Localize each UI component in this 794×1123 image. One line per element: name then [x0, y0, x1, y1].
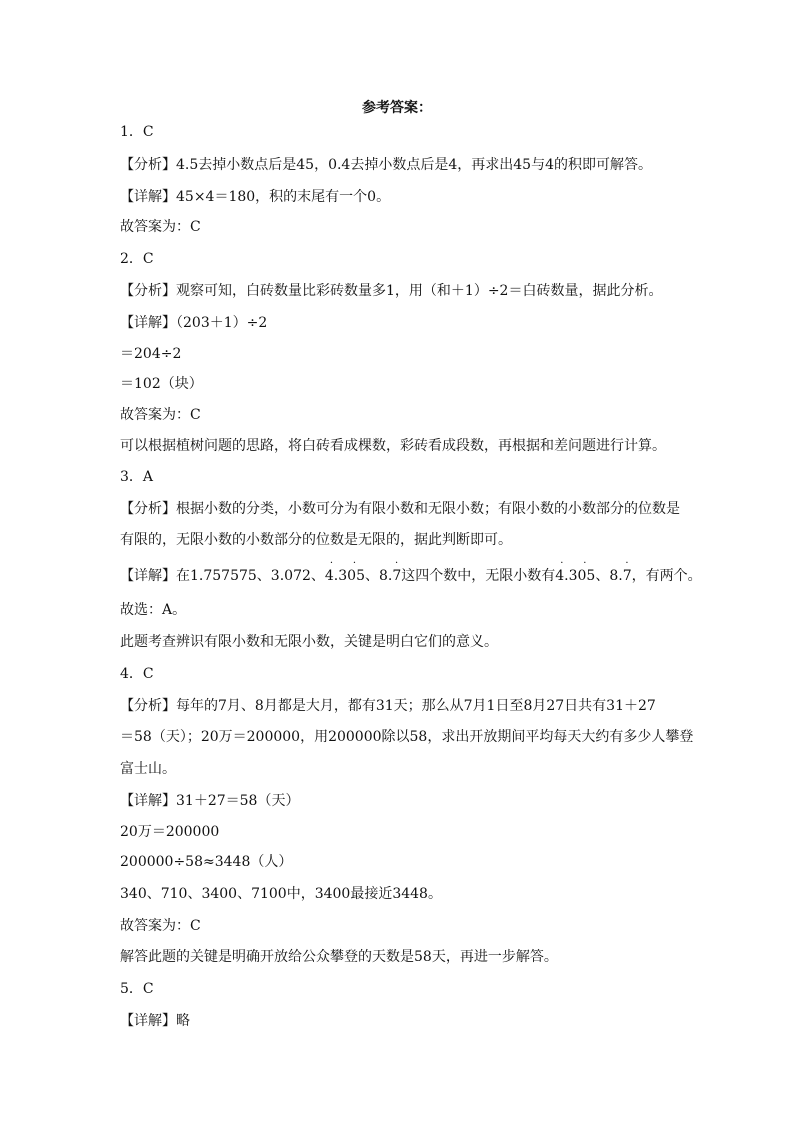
analysis-3: 【分析】根据小数的分类，小数可分为有限小数和无限小数；有限小数的小数部分的位数是 [120, 501, 680, 517]
analysis-1: 【分析】4.5去掉小数点后是45，0.4去掉小数点后是4，再求出45与4的积即可解答。 [120, 157, 652, 173]
answer-4: 故答案为：C [120, 918, 201, 934]
separator: 、 [364, 568, 379, 584]
analysis-4-end: 富士山。 [120, 761, 176, 777]
detail-2: 【详解】（203＋1）÷2 [120, 315, 268, 331]
repeating-decimal-b2: 8.7 · [609, 558, 632, 584]
repeat-dot-icon: · [560, 558, 564, 569]
answer-number-2: 2．C [120, 251, 154, 267]
analysis-4-cont: ＝58（天）；20万＝200000，用200000除以58，求出开放期间平均每天大约有多少人攀登 [120, 729, 694, 745]
note-4: 解答此题的关键是明确开放给公众攀登的天数是58天，再进一步解答。 [120, 949, 558, 965]
repeating-decimal-a: 4.305 · · [324, 558, 365, 584]
answer-number-1: 1．C [120, 124, 154, 140]
detail-2-result: ＝102（块） [120, 376, 203, 392]
repeating-decimal-b: 8.7 · [378, 558, 402, 584]
separator: 、 [595, 568, 610, 584]
answer-1: 故答案为：C [120, 219, 201, 235]
repeat-dot-icon: · [329, 558, 334, 569]
detail-5: 【详解】略 [120, 1013, 190, 1029]
repeat-dot-icon: · [583, 558, 587, 569]
page-title: 参考答案： [362, 100, 432, 116]
analysis-4: 【分析】每年的7月、8月都是大月，都有31天；那么从7月1日至8月27日共有31＋27 [120, 698, 656, 714]
repeating-decimal-a2: 4.305 · · [555, 558, 596, 584]
answer-2: 故答案为：C [120, 407, 201, 423]
answer-3: 故选：A。 [120, 602, 187, 618]
detail-1: 【详解】45×4＝180，积的末尾有一个0。 [120, 189, 391, 205]
repeat-dot-icon: · [352, 558, 357, 569]
note-3: 此题考查辨识有限小数和无限小数，关键是明白它们的意义。 [120, 634, 498, 650]
detail-3-prefix: 【详解】在1.757575、3.072、 [120, 568, 325, 584]
repeat-dot-icon: · [394, 558, 399, 569]
repeat-dot-icon: · [625, 558, 629, 569]
detail-4: 【详解】31＋27＝58（天） [120, 793, 300, 809]
answer-number-3: 3．A [120, 469, 154, 485]
answer-number-5: 5．C [120, 981, 154, 997]
detail-4-step2: 200000÷58≈3448（人） [120, 854, 293, 870]
detail-2-step: ＝204÷2 [120, 346, 182, 362]
note-2: 可以根据植树问题的思路，将白砖看成棵数，彩砖看成段数，再根据和差问题进行计算。 [120, 438, 666, 454]
answer-number-4: 4．C [120, 666, 154, 682]
detail-3-mid: 这四个数中，无限小数有 [401, 568, 556, 584]
detail-3 [120, 558, 702, 586]
analysis-2: 【分析】观察可知，白砖数量比彩砖数量多1，用（和＋1）÷2＝白砖数量，据此分析。 [120, 283, 663, 299]
analysis-3-cont: 有限的，无限小数的小数部分的位数是无限的，据此判断即可。 [120, 532, 512, 548]
detail-3-suffix: ，有两个。 [631, 568, 702, 584]
detail-4-step1: 20万＝200000 [120, 824, 220, 840]
detail-4-step3: 340、710、3400、7100中，3400最接近3448。 [120, 886, 442, 902]
